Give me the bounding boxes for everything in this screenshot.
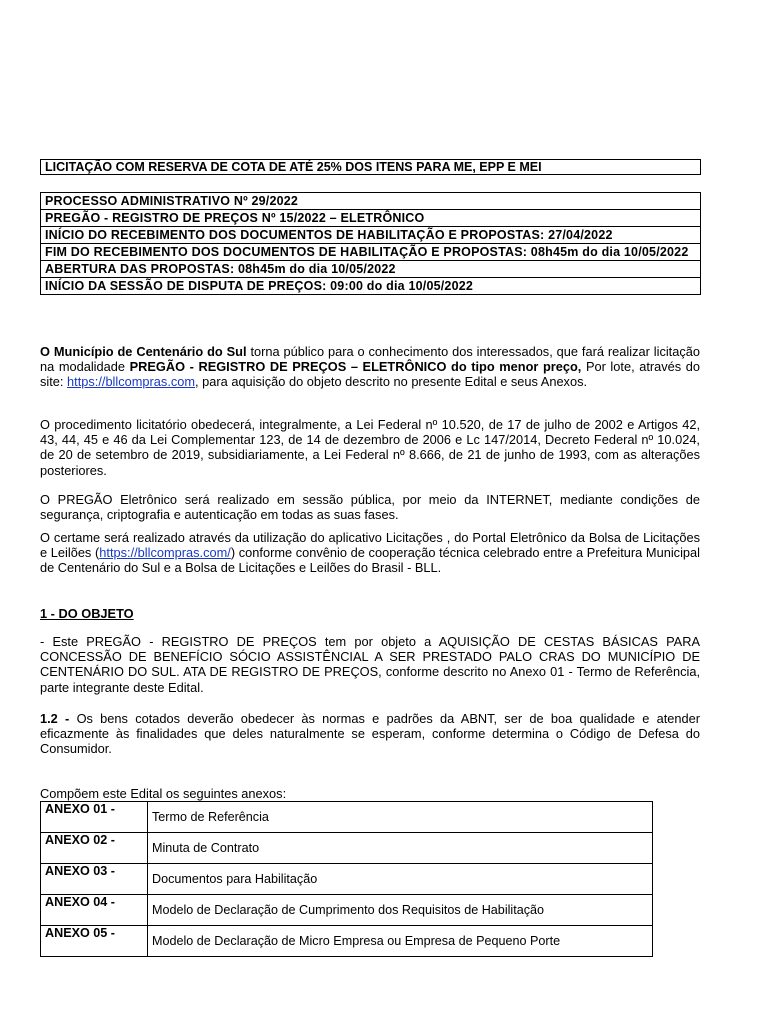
annex-intro: Compõem este Edital os seguintes anexos: — [40, 786, 287, 801]
processo-row: PROCESSO ADMINISTRATIVO Nº 29/2022 — [41, 193, 700, 210]
annex-desc: Minuta de Contrato — [148, 833, 653, 864]
legal-paragraph: O procedimento licitatório obedecerá, integralmente, a Lei Federal nº 10.520, de 17 de julho de 2002 e Artigos 42, 43, 44, 45 e 46 da Lei Complementar 123, de 14 de dezembro de 2006 e Lc 147/2014, Decreto Federal nº 10.024, de 20 de setembro de 2019, subsidiariamente, a Lei Federal nº 8.666, de 21 de junho de 1993, com as alterações posteriores. — [40, 417, 700, 478]
bll-portal-link[interactable]: https://bllcompras.com/ — [99, 545, 231, 561]
annex-label: ANEXO 04 - — [41, 895, 148, 926]
modalidade-text: PREGÃO - REGISTRO DE PREÇOS – ELETRÔNICO do tipo menor preço, — [129, 359, 582, 375]
certame-paragraph — [40, 530, 700, 576]
table-row — [41, 895, 653, 926]
annex-table — [40, 801, 653, 957]
abertura-propostas-row: ABERTURA DAS PROPOSTAS: 08h45m do dia 10/05/2022 — [41, 261, 700, 278]
inicio-recebimento-row: INÍCIO DO RECEBIMENTO DOS DOCUMENTOS DE HABILITAÇÃO E PROPOSTAS: 27/04/2022 — [41, 227, 700, 244]
reserva-cota-banner: LICITAÇÃO COM RESERVA DE COTA DE ATÉ 25% DOS ITENS PARA ME, EPP E MEI — [40, 159, 701, 175]
certame-text-2: ) conforme convênio de cooperação técnica celebrado entre a Prefeitura Municipal de Centenário do Sul e a Bolsa de Licitações e Leilões do Brasil - BLL. — [40, 545, 700, 576]
annex-label: ANEXO 03 - — [41, 864, 148, 895]
certame-text-1: O certame será realizado através da utilização do aplicativo Licitações , do Portal Eletrônico da Bolsa de Licitações e Leilões ( — [40, 530, 700, 561]
process-header-box — [40, 192, 701, 295]
table-row — [41, 926, 653, 957]
pregao-row: PREGÃO - REGISTRO DE PREÇOS Nº 15/2022 – ELETRÔNICO — [41, 210, 700, 227]
annex-label: ANEXO 02 - — [41, 833, 148, 864]
table-row — [41, 833, 653, 864]
annex-desc: Modelo de Declaração de Cumprimento dos Requisitos de Habilitação — [148, 895, 653, 926]
section-1-title: 1 - DO OBJETO — [40, 606, 134, 621]
table-row — [41, 802, 653, 833]
objeto-paragraph: - Este PREGÃO - REGISTRO DE PREÇOS tem por objeto a AQUISIÇÃO DE CESTAS BÁSICAS PARA CONCESSÃO DE BENEFÍCIO SÓCIO ASSISTÊNCIAL A SER PRESTADO PALO CRAS DO MUNICÍPIO DE CENTENÁRIO DO SUL. ATA DE REGISTRO DE PREÇOS, conforme descrito no Anexo 01 - Termo de Referência, parte integrante deste Edital. — [40, 634, 700, 695]
annex-label: ANEXO 05 - — [41, 926, 148, 957]
annex-desc: Documentos para Habilitação — [148, 864, 653, 895]
annex-desc: Termo de Referência — [148, 802, 653, 833]
bll-site-link[interactable]: https://bllcompras.com — [67, 374, 196, 390]
municipio-name: O Município de Centenário do Sul — [40, 344, 247, 359]
table-row — [41, 864, 653, 895]
fim-recebimento-row: FIM DO RECEBIMENTO DOS DOCUMENTOS DE HABILITAÇÃO E PROPOSTAS: 08h45m do dia 10/05/2022 — [41, 244, 700, 261]
inicio-sessao-row: INÍCIO DA SESSÃO DE DISPUTA DE PREÇOS: 09:00 do dia 10/05/2022 — [45, 279, 474, 293]
item-1-2-paragraph — [40, 711, 700, 757]
internet-paragraph: O PREGÃO Eletrônico será realizado em sessão pública, por meio da INTERNET, mediante condições de segurança, criptografia e autenticação em todas as suas fases. — [40, 492, 700, 523]
intro-text-1: torna público para o conhecimento dos interessados, que fará realizar licitação na modalidade — [40, 344, 700, 375]
intro-text-2: Por lote, através do site: — [40, 359, 700, 390]
annex-desc: Modelo de Declaração de Micro Empresa ou Empresa de Pequeno Porte — [148, 926, 653, 957]
annex-label: ANEXO 01 - — [41, 802, 148, 833]
item-1-2-text: Os bens cotados deverão obedecer às normas e padrões da ABNT, ser de boa qualidade e atender eficazmente às finalidades que deles naturalmente se esperam, conforme determina o Código de Defesa do Consumidor. — [40, 711, 700, 757]
intro-text-3: , para aquisição do objeto descrito no presente Edital e seus Anexos. — [195, 374, 588, 390]
item-1-2-number: 1.2 - — [40, 711, 70, 726]
intro-paragraph — [40, 344, 700, 390]
